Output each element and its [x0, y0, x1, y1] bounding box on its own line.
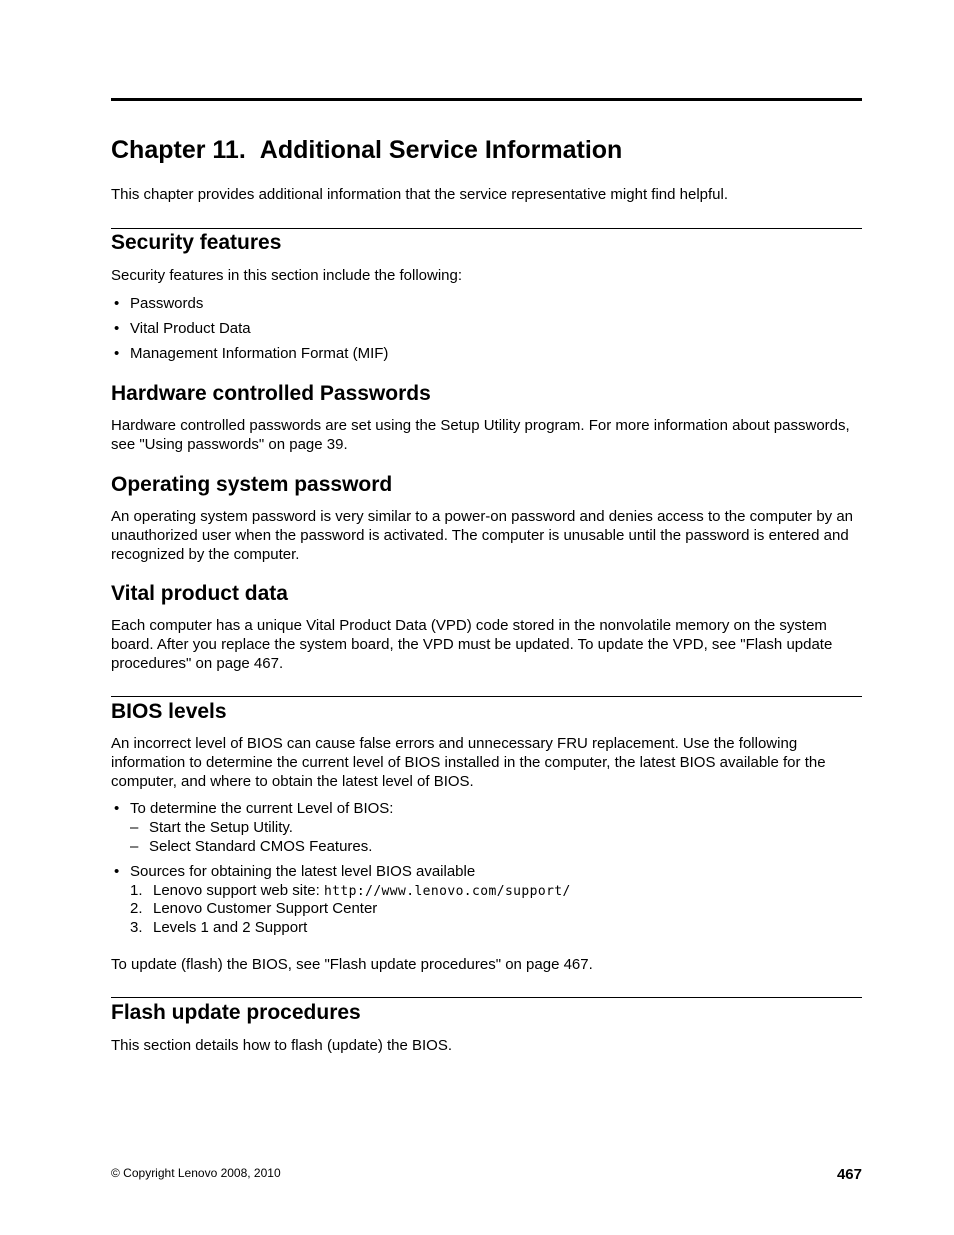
security-intro: Security features in this section include the following:: [111, 267, 463, 284]
heading-security-features: Security features: [111, 231, 282, 254]
section-rule: [111, 997, 862, 998]
page-number: 467: [836, 1166, 862, 1183]
heading-flash-update: Flash update procedures: [111, 1001, 361, 1024]
chapter-label: Chapter 11.: [111, 136, 246, 164]
heading-hardware-passwords: Hardware controlled Passwords: [111, 382, 431, 405]
chapter-top-rule: [111, 98, 862, 101]
chapter-intro: This chapter provides additional information that the service representative might find helpful.: [111, 186, 728, 203]
hardware-passwords-body: Hardware controlled passwords are set using the Setup Utility program. For more information about passwords, see "Using passwords" on page 39.: [111, 417, 850, 453]
chapter-title: [111, 136, 622, 165]
bios-update-note: To update (flash) the BIOS, see "Flash update procedures" on page 467.: [111, 956, 593, 973]
heading-vital-product-data: Vital product data: [111, 582, 288, 605]
vpd-body: Each computer has a unique Vital Product Data (VPD) code stored in the nonvolatile memory on the system board. After you replace the system board, the VPD must be updated. To update the VPD, see "Flash update procedures" on page 467.: [111, 617, 833, 672]
heading-bios-levels: BIOS levels: [111, 700, 227, 723]
section-rule: [111, 696, 862, 697]
flash-body: This section details how to flash (update) the BIOS.: [111, 1037, 453, 1054]
os-password-body: An operating system password is very similar to a power-on password and denies access to the computer by an unauthorized user when the password is activated. The computer is unusable until the password is entered and recognized by the computer.: [111, 508, 854, 563]
bios-body: An incorrect level of BIOS can cause false errors and unnecessary FRU replacement. Use the following information to determine the current level of BIOS installed in the computer, the latest BIOS available for the computer, and where to obtain the latest level of BIOS.: [111, 735, 826, 790]
footer-copyright: © Copyright Lenovo 2008, 2010: [111, 1166, 281, 1180]
support-url-link[interactable]: http://www.lenovo.com/support/: [323, 884, 571, 899]
section-rule: [111, 228, 862, 229]
heading-os-password: Operating system password: [111, 473, 393, 496]
chapter-title-text: Additional Service Information: [259, 136, 623, 164]
